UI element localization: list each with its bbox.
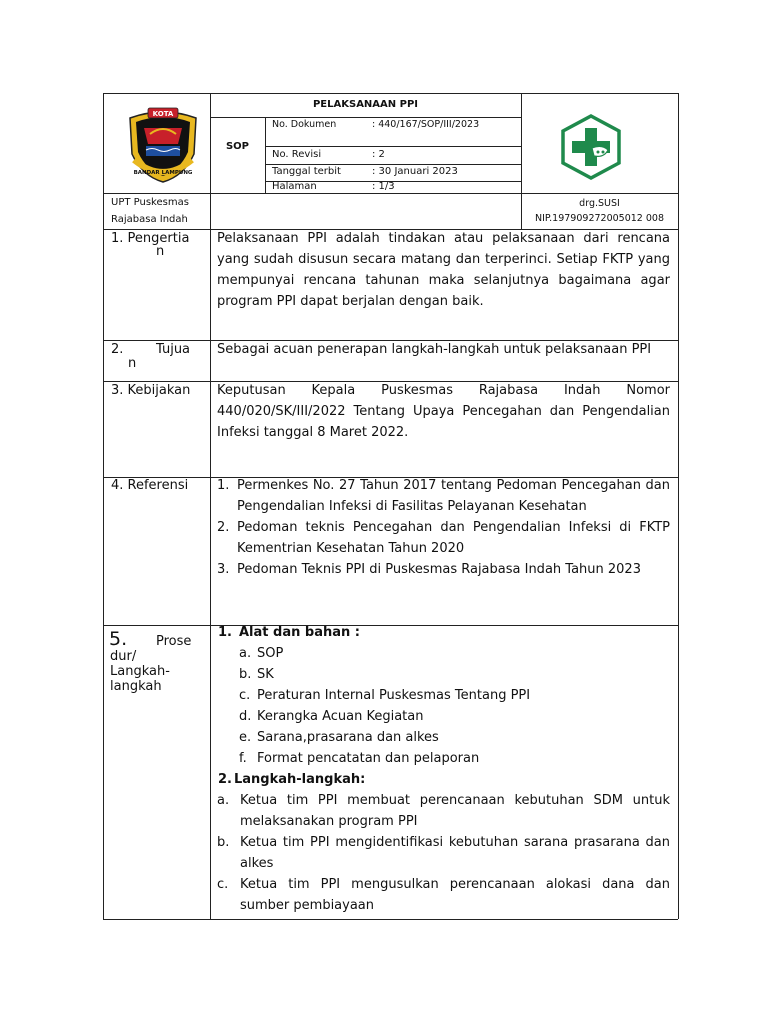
prosedur-label-wrap: dur/ (110, 649, 137, 664)
revision-value: : 2 (372, 149, 385, 160)
signer-nip: NIP.197909272005012 008 (535, 213, 664, 224)
alat-item-text: Kerangka Acuan Kegiatan (257, 709, 424, 724)
org-name-line1: UPT Puskesmas (111, 197, 189, 208)
pengertian-label: 1. Pengertia (111, 231, 190, 246)
prosedur-label-number: 5. (109, 628, 128, 650)
page-label: Halaman (272, 181, 317, 192)
puskesmas-logo (558, 114, 624, 180)
doc-number-label: No. Dokumen (272, 119, 337, 130)
alat-item-text: SK (257, 667, 274, 682)
alat-item-letter: f. (239, 751, 247, 766)
langkah-item (213, 790, 670, 832)
referensi-item-number: 2. (217, 520, 230, 535)
issue-date-label: Tanggal terbit (272, 166, 341, 177)
revision-label: No. Revisi (272, 149, 322, 160)
langkah-item-text: Ketua tim PPI membuat perencanaan kebutuhan SDM untuk melaksanakan program PPI (240, 793, 670, 829)
prosedur-label: Prose (156, 634, 192, 649)
referensi-item-number: 3. (217, 562, 230, 577)
langkah-item (213, 874, 670, 916)
alat-item-text: SOP (257, 646, 284, 661)
city-crest-icon (124, 104, 202, 186)
signer-name: drg.SUSI (579, 198, 620, 209)
pengertian-label-wrap: n (156, 244, 165, 259)
issue-date-value: : 30 Januari 2023 (372, 166, 458, 177)
city-crest-logo (124, 104, 202, 186)
alat-item-letter: e. (239, 730, 252, 745)
langkah-item-text: Ketua tim PPI mengidentifikasi kebutuhan sarana prasarana dan alkes (240, 835, 670, 871)
tujuan-label-number: 2. (111, 342, 124, 357)
langkah-heading-number: 2. (218, 772, 232, 787)
alat-item-text: Sarana,prasarana dan alkes (257, 730, 439, 745)
langkah-item-letter: c. (217, 877, 229, 892)
prosedur-label-wrap: Langkah- (110, 664, 170, 679)
langkah-item-letter: b. (217, 835, 230, 850)
referensi-item-text: Pedoman Teknis PPI di Puskesmas Rajabasa Indah Tahun 2023 (237, 562, 641, 577)
referensi-item-text: Pedoman teknis Pencegahan dan Pengendalian Infeksi di FKTP Kementrian Kesehatan Tahun 2020 (237, 520, 670, 556)
tujuan-label-wrap: n (128, 356, 137, 371)
document-title: PELAKSANAAN PPI (312, 99, 419, 110)
kebijakan-text: Keputusan Kepala Puskesmas Rajabasa Indah Nomor 440/020/SK/III/2022 Tentang Upaya Pencegahan dan Pengendalian Infeksi tanggal 8 Maret 2022. (217, 383, 670, 440)
alat-item-text: Format pencatatan dan pelaporan (257, 751, 480, 766)
referensi-item (213, 475, 670, 517)
referensi-item-text: Permenkes No. 27 Tahun 2017 tentang Pedoman Pencegahan dan Pengendalian Infeksi di Fasilitas Pelayanan Kesehatan (237, 478, 670, 514)
sop-label: SOP (225, 141, 250, 152)
referensi-item (213, 517, 670, 559)
puskesmas-cross-icon (558, 114, 624, 180)
pengertian-text: Pelaksanaan PPI adalah tindakan atau pelaksanaan dari rencana yang sudah disusun secara matang dan terperinci. Setiap FKTP yang mempunyai rencana tahunan maka selanjutnya bagaimana agar program PPI dapat berjalan dengan baik. (217, 231, 670, 309)
page-value: : 1/3 (372, 181, 395, 192)
langkah-item-text: Ketua tim PPI mengusulkan perencanaan alokasi dana dan sumber pembiayaan (240, 877, 670, 913)
referensi-item (213, 559, 670, 580)
alat-item-text: Peraturan Internal Puskesmas Tentang PPI (257, 688, 531, 703)
langkah-item-letter: a. (217, 793, 230, 808)
referensi-list (213, 475, 670, 580)
tujuan-label: Tujua (156, 342, 191, 357)
svg-text:BANDAR LAMPUNG: BANDAR LAMPUNG (133, 170, 193, 176)
langkah-heading: Langkah-langkah: (234, 772, 366, 787)
alat-heading: Alat dan bahan : (239, 625, 360, 640)
tujuan-text: Sebagai acuan penerapan langkah-langkah untuk pelaksanaan PPI (217, 342, 652, 357)
alat-item-letter: b. (239, 667, 252, 682)
alat-heading-number: 1. (218, 625, 232, 640)
langkah-list (213, 790, 670, 916)
langkah-item (213, 832, 670, 874)
referensi-item-number: 1. (217, 478, 230, 493)
org-name-line2: Rajabasa Indah (111, 214, 188, 225)
kebijakan-label: 3. Kebijakan (111, 383, 191, 398)
doc-number-value: : 440/167/SOP/III/2023 (372, 119, 480, 130)
referensi-label: 4. Referensi (111, 478, 189, 493)
svg-text:KOTA: KOTA (152, 110, 174, 118)
alat-item-letter: a. (239, 646, 252, 661)
alat-item-letter: c. (239, 688, 251, 703)
prosedur-label-wrap: langkah (110, 679, 162, 694)
alat-item-letter: d. (239, 709, 252, 724)
